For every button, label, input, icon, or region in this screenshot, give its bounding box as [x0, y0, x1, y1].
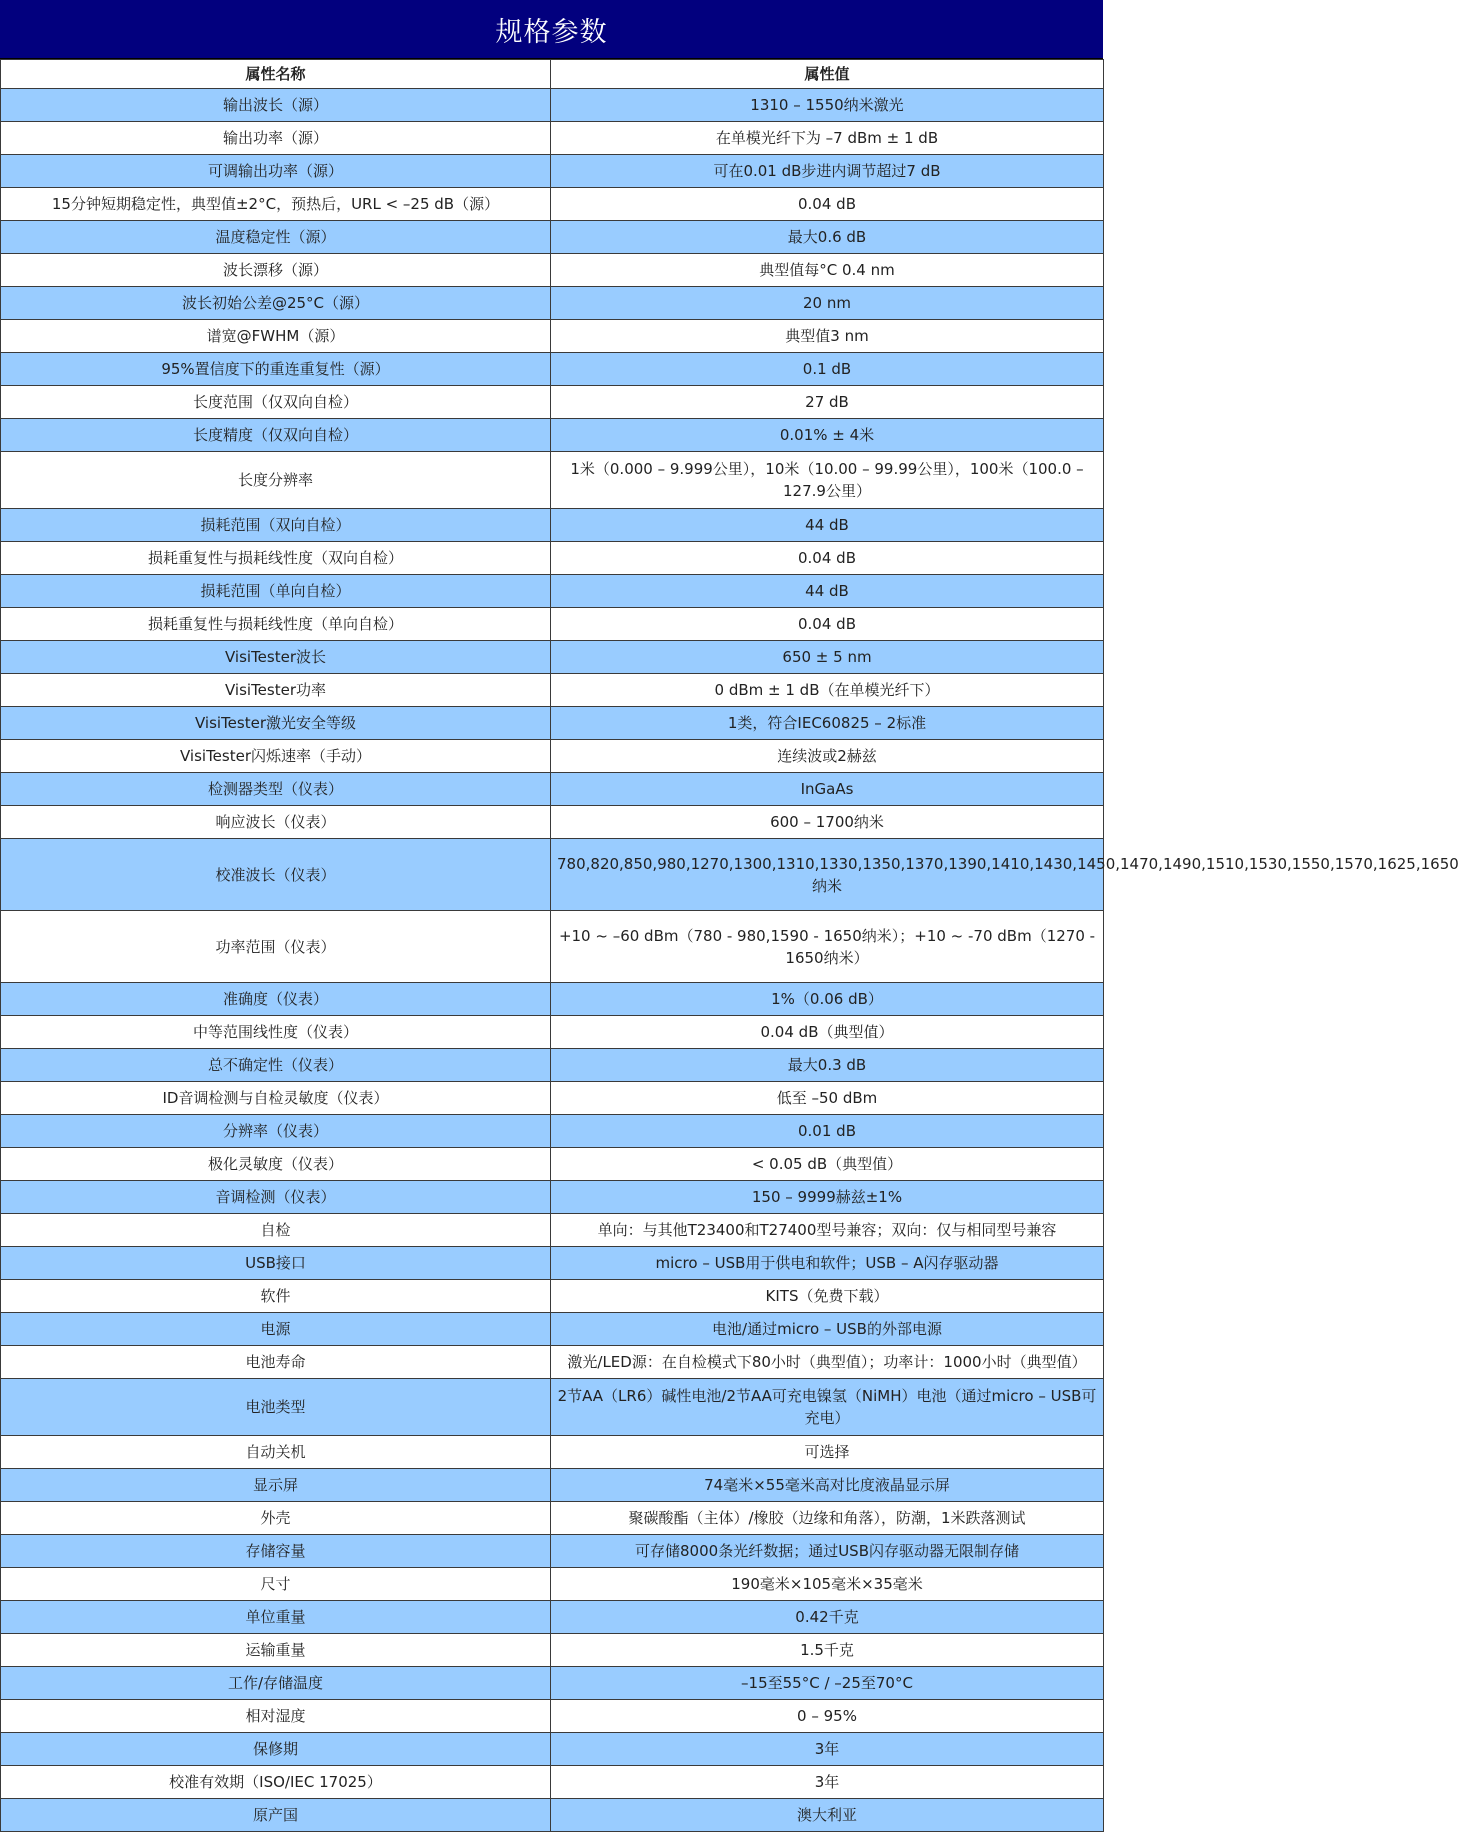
table-row [1, 254, 1104, 287]
attribute-name-cell: VisiTester波长 [1, 641, 551, 674]
attribute-value-cell: 190毫米×105毫米×35毫米 [551, 1568, 1104, 1601]
attribute-value-cell: 1.5千克 [551, 1634, 1104, 1667]
attribute-value-cell: 0.04 dB [551, 188, 1104, 221]
page-title: 规格参数 [0, 0, 1103, 59]
attribute-value-cell: < 0.05 dB（典型值） [551, 1148, 1104, 1181]
table-row [1, 1502, 1104, 1535]
attribute-value-cell: 0.01 dB [551, 1115, 1104, 1148]
attribute-value-cell: 20 nm [551, 287, 1104, 320]
attribute-name-cell: VisiTester激光安全等级 [1, 707, 551, 740]
attribute-name-cell: 软件 [1, 1280, 551, 1313]
attribute-name-cell: 输出波长（源） [1, 89, 551, 122]
attribute-name-cell: 长度范围（仅双向自检） [1, 386, 551, 419]
attribute-value-cell: 0 – 95% [551, 1700, 1104, 1733]
attribute-name-cell: 电池寿命 [1, 1346, 551, 1379]
table-row [1, 419, 1104, 452]
attribute-value-cell: 44 dB [551, 509, 1104, 542]
table-row [1, 707, 1104, 740]
table-row [1, 1436, 1104, 1469]
table-row [1, 575, 1104, 608]
attribute-value-cell: 3年 [551, 1733, 1104, 1766]
attribute-value-cell: 1类，符合IEC60825 – 2标准 [551, 707, 1104, 740]
attribute-name-cell: USB接口 [1, 1247, 551, 1280]
attribute-name-cell: 准确度（仪表） [1, 983, 551, 1016]
table-row [1, 155, 1104, 188]
attribute-name-cell: 原产国 [1, 1799, 551, 1832]
attribute-value-cell: 可在0.01 dB步进内调节超过7 dB [551, 155, 1104, 188]
table-row [1, 1379, 1104, 1436]
attribute-name-cell: 波长初始公差@25°C（源） [1, 287, 551, 320]
table-row [1, 386, 1104, 419]
attribute-name-cell: 电池类型 [1, 1379, 551, 1436]
attribute-name-cell: 保修期 [1, 1733, 551, 1766]
table-row [1, 806, 1104, 839]
table-row [1, 1148, 1104, 1181]
attribute-value-cell: –15至55°C / –25至70°C [551, 1667, 1104, 1700]
attribute-name-cell: 极化灵敏度（仪表） [1, 1148, 551, 1181]
attribute-value-cell: micro – USB用于供电和软件；USB – A闪存驱动器 [551, 1247, 1104, 1280]
header-attribute-value: 属性值 [551, 60, 1104, 89]
table-row [1, 839, 1104, 911]
table-row [1, 1568, 1104, 1601]
spec-table [0, 59, 1459, 1832]
table-row [1, 1016, 1104, 1049]
attribute-value-cell: 0 dBm ± 1 dB（在单模光纤下） [551, 674, 1104, 707]
table-row [1, 641, 1104, 674]
attribute-name-cell: 长度精度（仅双向自检） [1, 419, 551, 452]
table-row [1, 740, 1104, 773]
attribute-value-cell: KITS（免费下载） [551, 1280, 1104, 1313]
attribute-name-cell: 温度稳定性（源） [1, 221, 551, 254]
attribute-name-cell: 损耗重复性与损耗线性度（双向自检） [1, 542, 551, 575]
attribute-name-cell: 校准波长（仪表） [1, 839, 551, 911]
table-row [1, 122, 1104, 155]
attribute-value-cell: 780,820,850,980,1270,1300,1310,1330,1350,1370,1390,1410,1430,1450,1470,1490,1510,1530,1550,1570,1625,1650纳米 [551, 839, 1104, 911]
attribute-name-cell: 15分钟短期稳定性，典型值±2°C，预热后，URL < –25 dB（源） [1, 188, 551, 221]
attribute-name-cell: 音调检测（仪表） [1, 1181, 551, 1214]
attribute-name-cell: 损耗范围（单向自检） [1, 575, 551, 608]
attribute-value-cell: 1%（0.06 dB） [551, 983, 1104, 1016]
table-row [1, 1313, 1104, 1346]
table-row [1, 1535, 1104, 1568]
attribute-value-cell: 1310 – 1550纳米激光 [551, 89, 1104, 122]
table-row [1, 320, 1104, 353]
attribute-name-cell: 检测器类型（仪表） [1, 773, 551, 806]
table-row [1, 1667, 1104, 1700]
attribute-value-cell: 可存储8000条光纤数据；通过USB闪存驱动器无限制存储 [551, 1535, 1104, 1568]
table-row [1, 608, 1104, 641]
table-row [1, 1469, 1104, 1502]
attribute-value-cell: 可选择 [551, 1436, 1104, 1469]
table-row [1, 1733, 1104, 1766]
attribute-value-cell: 74毫米×55毫米高对比度液晶显示屏 [551, 1469, 1104, 1502]
attribute-value-cell: 0.04 dB（典型值） [551, 1016, 1104, 1049]
attribute-name-cell: 响应波长（仪表） [1, 806, 551, 839]
attribute-value-cell: +10 ~ –60 dBm（780 - 980,1590 - 1650纳米）；+10 ~ -70 dBm（1270 - 1650纳米） [551, 911, 1104, 983]
table-row [1, 287, 1104, 320]
attribute-value-cell: 激光/LED源：在自检模式下80小时（典型值）；功率计：1000小时（典型值） [551, 1346, 1104, 1379]
table-row [1, 1766, 1104, 1799]
attribute-name-cell: 损耗重复性与损耗线性度（单向自检） [1, 608, 551, 641]
attribute-name-cell: 95%置信度下的重连重复性（源） [1, 353, 551, 386]
table-row [1, 221, 1104, 254]
table-header-row [1, 60, 1104, 89]
attribute-name-cell: 谱宽@FWHM（源） [1, 320, 551, 353]
table-row [1, 509, 1104, 542]
attribute-name-cell: 中等范围线性度（仪表） [1, 1016, 551, 1049]
attribute-value-cell: 27 dB [551, 386, 1104, 419]
table-row [1, 1634, 1104, 1667]
attribute-name-cell: 运输重量 [1, 1634, 551, 1667]
attribute-value-cell: 低至 –50 dBm [551, 1082, 1104, 1115]
attribute-name-cell: 尺寸 [1, 1568, 551, 1601]
attribute-value-cell: 最大0.3 dB [551, 1049, 1104, 1082]
attribute-value-cell: 聚碳酸酯（主体）/橡胶（边缘和角落），防潮，1米跌落测试 [551, 1502, 1104, 1535]
attribute-value-cell: 连续波或2赫兹 [551, 740, 1104, 773]
attribute-name-cell: 总不确定性（仪表） [1, 1049, 551, 1082]
attribute-value-cell: 44 dB [551, 575, 1104, 608]
attribute-value-cell: 在单模光纤下为 –7 dBm ± 1 dB [551, 122, 1104, 155]
attribute-value-cell: 2节AA（LR6）碱性电池/2节AA可充电镍氢（NiMH）电池（通过micro – USB可充电） [551, 1379, 1104, 1436]
attribute-name-cell: 分辨率（仪表） [1, 1115, 551, 1148]
table-row [1, 188, 1104, 221]
attribute-value-cell: 0.01% ± 4米 [551, 419, 1104, 452]
attribute-name-cell: 可调输出功率（源） [1, 155, 551, 188]
attribute-value-cell: 0.42千克 [551, 1601, 1104, 1634]
attribute-name-cell: 电源 [1, 1313, 551, 1346]
header-attribute-name: 属性名称 [1, 60, 551, 89]
table-row [1, 674, 1104, 707]
attribute-value-cell: 电池/通过micro – USB的外部电源 [551, 1313, 1104, 1346]
table-row [1, 353, 1104, 386]
attribute-value-cell: 典型值3 nm [551, 320, 1104, 353]
attribute-name-cell: 波长漂移（源） [1, 254, 551, 287]
table-row [1, 542, 1104, 575]
attribute-name-cell: 功率范围（仪表） [1, 911, 551, 983]
attribute-name-cell: 自检 [1, 1214, 551, 1247]
table-row [1, 1799, 1104, 1832]
attribute-value-cell: 澳大利亚 [551, 1799, 1104, 1832]
table-row [1, 1049, 1104, 1082]
table-row [1, 1280, 1104, 1313]
table-row [1, 773, 1104, 806]
attribute-name-cell: ID音调检测与自检灵敏度（仪表） [1, 1082, 551, 1115]
table-row [1, 1181, 1104, 1214]
table-row [1, 1214, 1104, 1247]
attribute-name-cell: 输出功率（源） [1, 122, 551, 155]
attribute-value-cell: 150 – 9999赫兹±1% [551, 1181, 1104, 1214]
attribute-value-cell: 典型值每°C 0.4 nm [551, 254, 1104, 287]
attribute-value-cell: 0.04 dB [551, 542, 1104, 575]
attribute-name-cell: 长度分辨率 [1, 452, 551, 509]
attribute-name-cell: 外壳 [1, 1502, 551, 1535]
attribute-name-cell: 相对湿度 [1, 1700, 551, 1733]
attribute-value-cell: 3年 [551, 1766, 1104, 1799]
table-row [1, 1700, 1104, 1733]
table-row [1, 1247, 1104, 1280]
attribute-value-cell: 1米（0.000 – 9.999公里），10米（10.00 – 99.99公里），100米（100.0 – 127.9公里） [551, 452, 1104, 509]
attribute-value-cell: 600 – 1700纳米 [551, 806, 1104, 839]
attribute-name-cell: VisiTester功率 [1, 674, 551, 707]
table-row [1, 1346, 1104, 1379]
table-row [1, 911, 1104, 983]
attribute-value-cell: 0.04 dB [551, 608, 1104, 641]
attribute-name-cell: 自动关机 [1, 1436, 551, 1469]
attribute-name-cell: 损耗范围（双向自检） [1, 509, 551, 542]
attribute-name-cell: 显示屏 [1, 1469, 551, 1502]
attribute-name-cell: 校准有效期（ISO/IEC 17025） [1, 1766, 551, 1799]
attribute-name-cell: 存储容量 [1, 1535, 551, 1568]
attribute-value-cell: 650 ± 5 nm [551, 641, 1104, 674]
attribute-name-cell: 单位重量 [1, 1601, 551, 1634]
attribute-value-cell: InGaAs [551, 773, 1104, 806]
attribute-value-cell: 最大0.6 dB [551, 221, 1104, 254]
table-row [1, 1115, 1104, 1148]
attribute-name-cell: VisiTester闪烁速率（手动） [1, 740, 551, 773]
table-row [1, 1082, 1104, 1115]
attribute-name-cell: 工作/存储温度 [1, 1667, 551, 1700]
table-row [1, 452, 1104, 509]
table-row [1, 1601, 1104, 1634]
attribute-value-cell: 0.1 dB [551, 353, 1104, 386]
attribute-value-cell: 单向：与其他T23400和T27400型号兼容；双向：仅与相同型号兼容 [551, 1214, 1104, 1247]
table-row [1, 89, 1104, 122]
table-row [1, 983, 1104, 1016]
